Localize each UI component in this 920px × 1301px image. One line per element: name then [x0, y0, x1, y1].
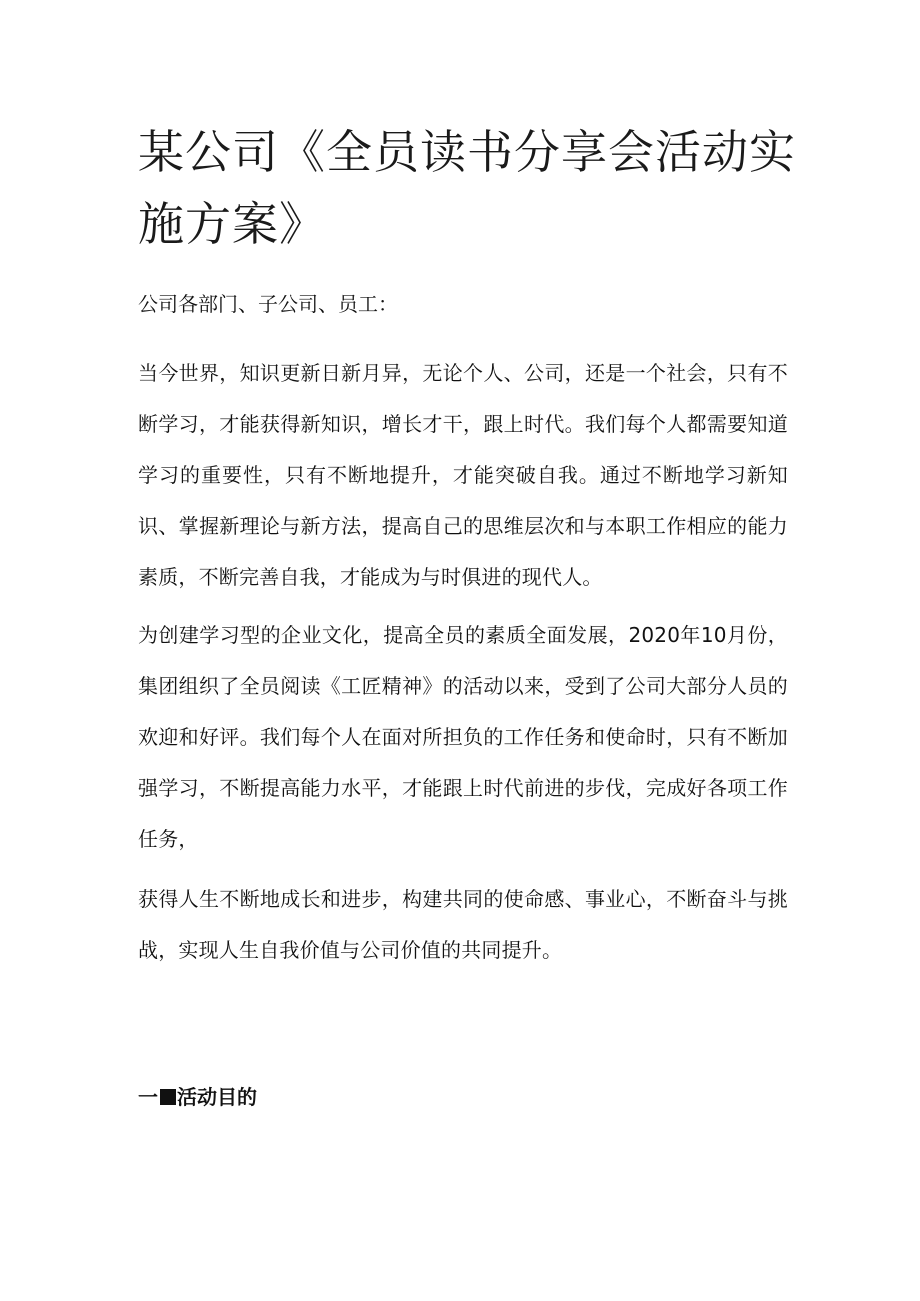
square-bullet-icon [160, 1089, 176, 1105]
paragraph-3: 获得人生不断地成长和进步，构建共同的使命感、事业心，不断奋斗与挑战，实现人生自我价值与公司价值的共同提升。 [138, 887, 788, 962]
document-title: 某公司《全员读书分享会活动实施方案》 [138, 125, 796, 251]
section-heading-objectives [138, 1081, 257, 1113]
paragraph-2: 为创建学习型的企业文化，提高全员的素质全面发展，2020年10月份，集团组织了全员阅读《工匠精神》的活动以来，受到了公司大部分人员的欢迎和好评。我们每个人在面对所担负的工作任务和使命时，只有不断加强学习，不断提高能力水平，才能跟上时代前进的步伐，完成好各项工作任务， [138, 623, 788, 851]
salutation: 公司各部门、子公司、员工： [138, 292, 398, 316]
section-title: 活动目的 [177, 1085, 257, 1109]
paragraph-1: 当今世界，知识更新日新月异，无论个人、公司，还是一个社会，只有不断学习，才能获得新知识，增长才干，跟上时代。我们每个人都需要知道学习的重要性，只有不断地提升，才能突破自我。通过不断地学习新知识、掌握新理论与新方法，提高自己的思维层次和与本职工作相应的能力素质，不断完善自我，才能成为与时俱进的现代人。 [138, 361, 788, 589]
section-number: 一 [138, 1085, 158, 1109]
